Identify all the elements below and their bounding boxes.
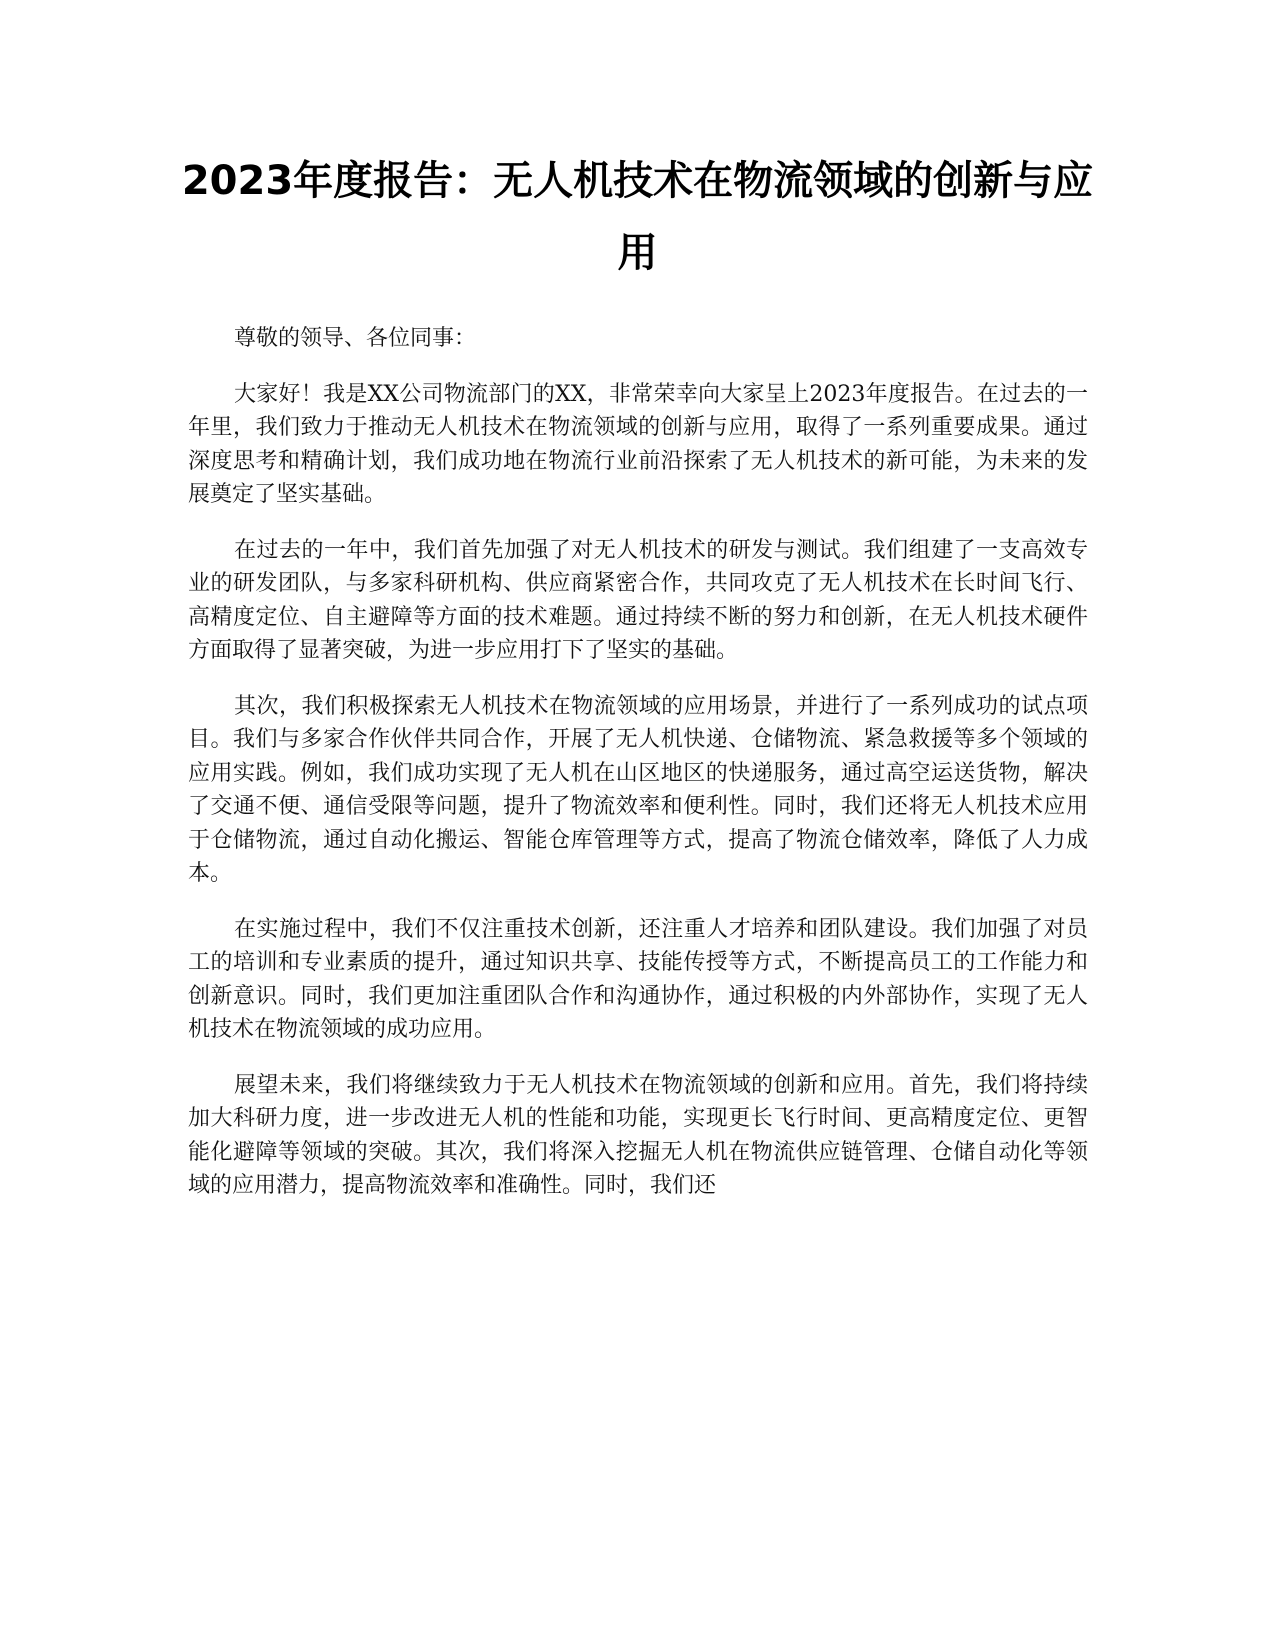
application-paragraph: 其次，我们积极探索无人机技术在物流领域的应用场景，并进行了一系列成功的试点项目。我们与多家合作伙伴共同合作，开展了无人机快递、仓储物流、紧急救援等多个领域的应用实践。例如，我们成功实现了无人机在山区地区的快递服务，通过高空运送货物，解决了交通不便、通信受限等问题，提升了物流效率和便利性。同时，我们还将无人机技术应用于仓储物流，通过自动化搬运、智能仓库管理等方式，提高了物流仓储效率，降低了人力成本。 bbox=[188, 693, 1088, 886]
document-body bbox=[188, 322, 1088, 1225]
salutation-paragraph: 尊敬的领导、各位同事： bbox=[234, 326, 477, 351]
document-title: 2023年度报告：无人机技术在物流领域的创新与应用 bbox=[181, 158, 1094, 276]
intro-paragraph: 大家好！我是XX公司物流部门的XX，非常荣幸向大家呈上2023年度报告。在过去的一年里，我们致力于推动无人机技术在物流领域的创新与应用，取得了一系列重要成果。通过深度思考和精确计划，我们成功地在物流行业前沿探索了无人机技术的新可能，为未来的发展奠定了坚实基础。 bbox=[188, 381, 1088, 507]
rnd-paragraph: 在过去的一年中，我们首先加强了对无人机技术的研发与测试。我们组建了一支高效专业的研发团队，与多家科研机构、供应商紧密合作，共同攻克了无人机技术在长时间飞行、高精度定位、自主避障等方面的技术难题。通过持续不断的努力和创新，在无人机技术硬件方面取得了显著突破，为进一步应用打下了坚实的基础。 bbox=[188, 537, 1088, 663]
outlook-paragraph: 展望未来，我们将继续致力于无人机技术在物流领域的创新和应用。首先，我们将持续加大科研力度，进一步改进无人机的性能和功能，实现更长飞行时间、更高精度定位、更智能化避障等领域的突破。其次，我们将深入挖掘无人机在物流供应链管理、仓储自动化等领域的应用潜力，提高物流效率和准确性。同时，我们还 bbox=[188, 1072, 1088, 1198]
team-paragraph: 在实施过程中，我们不仅注重技术创新，还注重人才培养和团队建设。我们加强了对员工的培训和专业素质的提升，通过知识共享、技能传授等方式，不断提高员工的工作能力和创新意识。同时，我们更加注重团队合作和沟通协作，通过积极的内外部协作，实现了无人机技术在物流领域的成功应用。 bbox=[188, 916, 1088, 1042]
